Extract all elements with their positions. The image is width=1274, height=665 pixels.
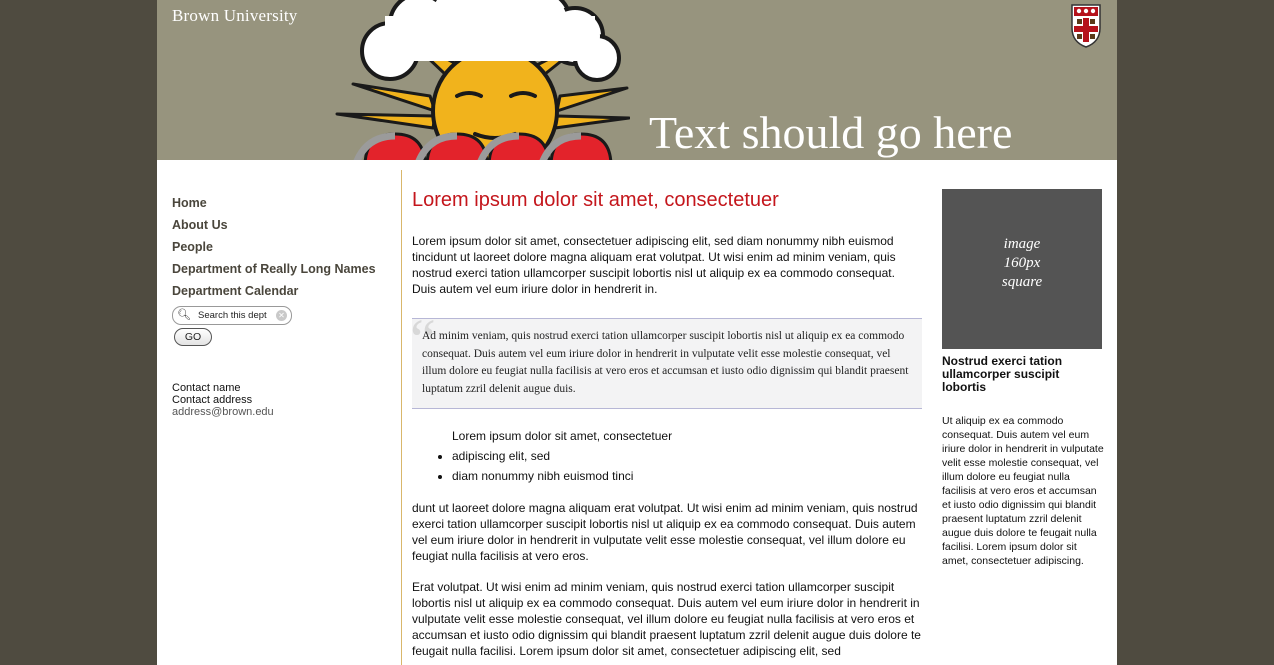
right-sidebar [942, 189, 1104, 568]
image-label-line: square [1001, 274, 1043, 290]
nav-item-department-calendar[interactable]: Department Calendar [172, 284, 299, 298]
list-lead: Lorem ipsum dolor sit amet, consectetuer [452, 429, 673, 443]
sidebar-heading: Nostrud exerci tation ullamcorper suscipit lobortis [942, 354, 1063, 394]
contact-email[interactable]: address@brown.edu [172, 406, 274, 418]
search-icon[interactable]: 🔍︎ [177, 309, 191, 321]
nav-item-people[interactable]: People [172, 240, 213, 254]
clear-icon[interactable]: ✕ [276, 310, 287, 321]
header-banner [157, 0, 1117, 160]
quote-text: Ad minim veniam, quis nostrud exerci tation ullamcorper suscipit lobortis nisl ut aliquip ex ea commodo consequat. Duis autem vel eum iriure dolor in hendrerit in vulputate velit esse molestie consequat, vel illum dolore eu feugiat nulla facilisis at vero eros et accumsan et iusto odio dignissim qui blandit praesent luptatum zzril delenit augue duis. [422, 330, 909, 395]
page-title: Lorem ipsum dolor sit amet, consectetuer [412, 189, 779, 211]
bullet-list [412, 449, 922, 489]
image-placeholder-label [942, 235, 1102, 292]
go-button[interactable]: GO [174, 328, 212, 346]
contact-address: Contact address [172, 394, 253, 406]
quote-mark-icon: “ [410, 307, 436, 372]
bullet-section [412, 429, 922, 489]
pull-quote [410, 307, 922, 409]
nav-item-about-us[interactable]: About Us [172, 218, 228, 232]
nav-item-department-long-names[interactable]: Department of Really Long Names [172, 262, 376, 276]
page [157, 0, 1117, 665]
intro-paragraph: Lorem ipsum dolor sit amet, consectetuer adipiscing elit, sed diam nonummy nibh euismod tincidunt ut laoreet dolore magna aliquam erat volutpat. Ut wisi enim ad minim veniam, quis nostrud exerci tation ullamcorper suscipit lobortis nisl ut aliquip ex ea commodo consequat. Duis autem vel eum iriure dolor in hendrerit in. [412, 234, 896, 296]
brand-title[interactable]: Brown University [172, 6, 298, 25]
nav-item-home[interactable]: Home [172, 196, 207, 210]
image-label-line: 160px [1003, 255, 1041, 271]
left-navigation [172, 196, 397, 418]
search-box [172, 306, 292, 325]
list-item: • adipiscing elit, sed [452, 449, 922, 469]
contact-info [172, 382, 397, 418]
main-content [412, 189, 922, 659]
body-paragraph-2: dunt ut laoreet dolore magna aliquam erat volutpat. Ut wisi enim ad minim veniam, quis nostrud exerci tation ullamcorper suscipit lobortis nisl ut aliquip ex ea commodo consequat. Duis autem vel eum iriure dolor in hendrerit in vulputate velit esse molestie consequat, vel illum dolore eu feugiat nulla facilisis at vero eros. [412, 501, 918, 563]
search-input[interactable] [198, 308, 276, 322]
body-paragraph-3: Erat volutpat. Ut wisi enim ad minim veniam, quis nostrud exerci tation ullamcorper suscipit lobortis nisl ut aliquip ex ea commodo consequat. Duis autem vel eum iriure dolor in hendrerit in vulputate velit esse molestie consequat, vel illum dolore eu feugiat nulla facilisis at vero eros et accumsan et iusto odio dignissim qui blandit praesent luptatum zzril delenit augue duis dolore te feugait nulla facilisi. Lorem ipsum dolor sit amet, consectetuer adipiscing elit, sed [412, 580, 921, 658]
list-item: • diam nonummy nibh euismod tinci [452, 469, 922, 489]
banner-tagline: Text should go here [649, 107, 1013, 158]
sun-mascot-icon [335, 0, 630, 160]
column-divider [401, 170, 402, 665]
brown-crest-icon[interactable] [1071, 2, 1101, 48]
sidebar-text: Ut aliquip ex ea commodo consequat. Duis autem vel eum iriure dolor in hendrerit in vulputate velit esse molestie consequat, vel illum dolore eu feugiat nulla facilisis at vero eros et accumsan et iusto odio dignissim qui blandit praesent luptatum zzril delenit augue duis dolore te feugait nulla facilisi. Lorem ipsum dolor sit amet, consectetuer adipiscing. [942, 415, 1104, 567]
contact-name: Contact name [172, 382, 241, 394]
image-label-line: image [1003, 236, 1041, 252]
sidebar-image-placeholder [942, 189, 1102, 349]
